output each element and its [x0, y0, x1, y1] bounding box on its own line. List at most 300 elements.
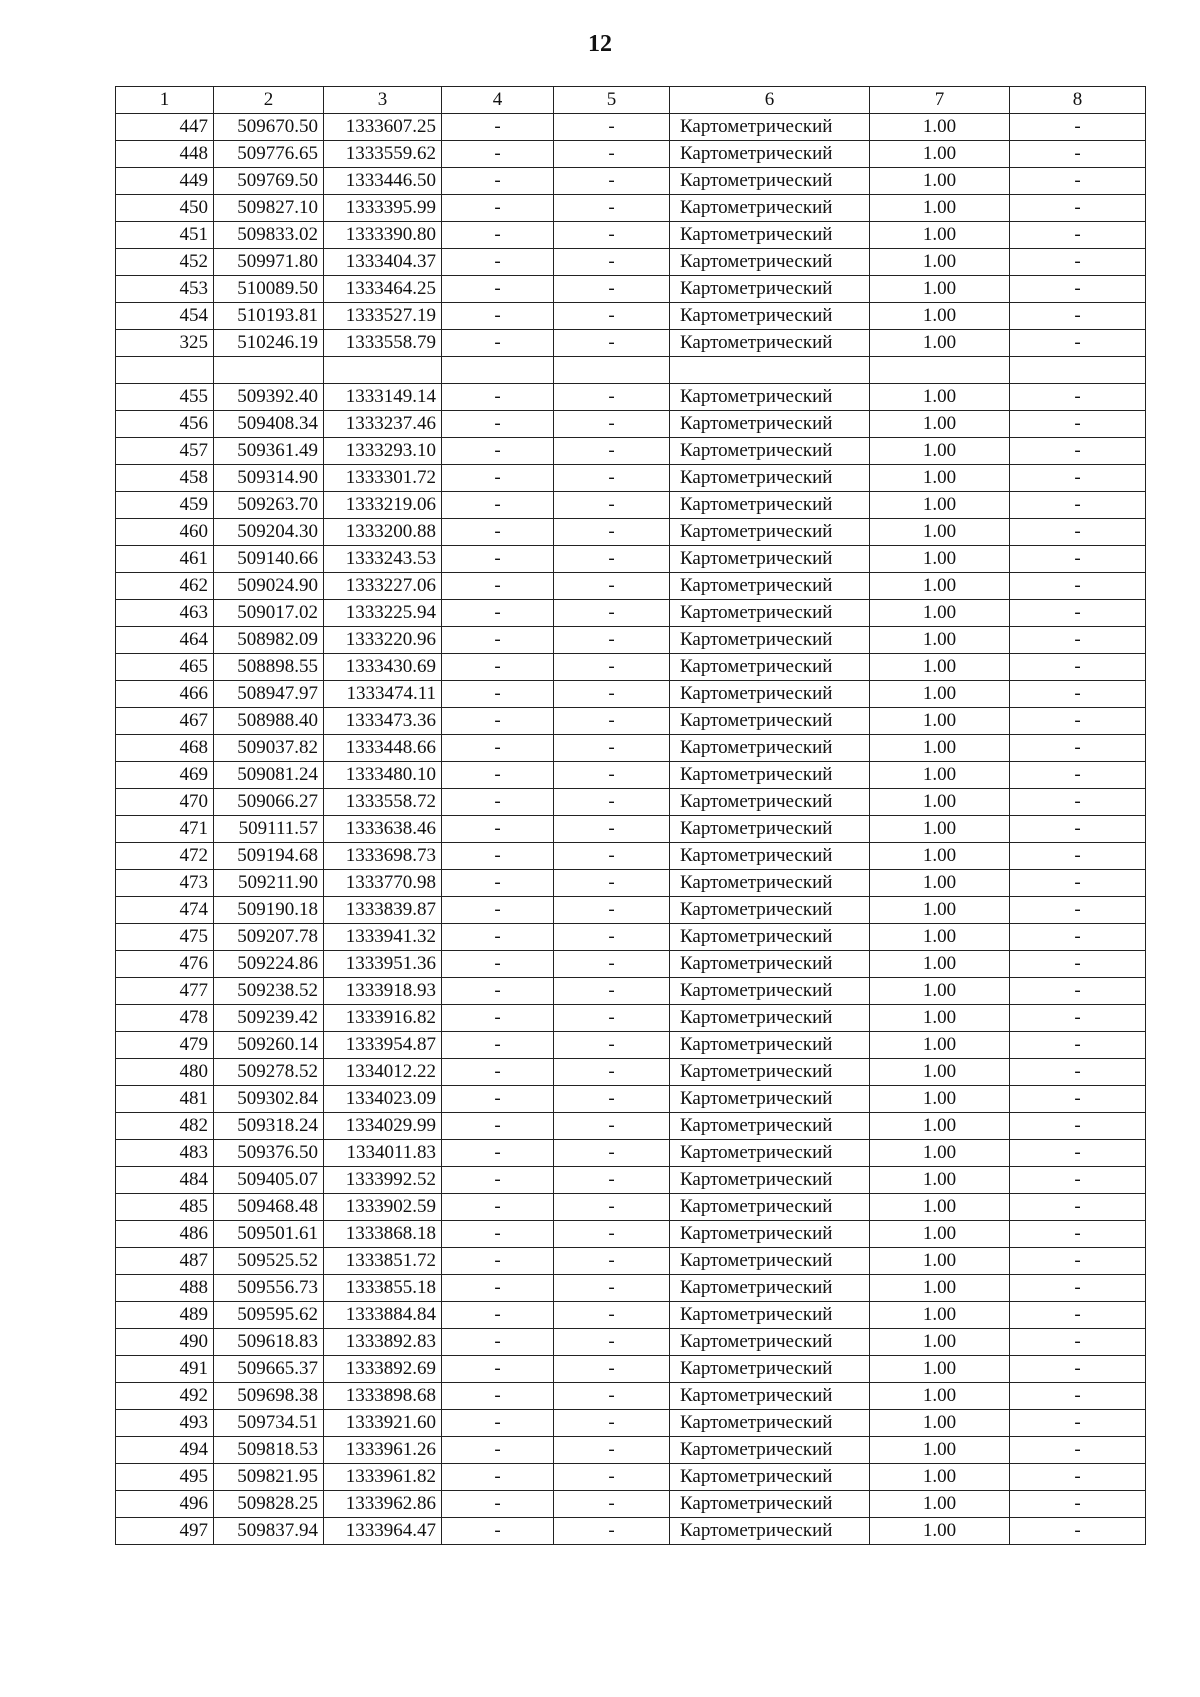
table-row	[116, 168, 1146, 195]
cell-x-coordinate: 509769.50	[214, 168, 324, 195]
cell-y-coordinate: 1334011.83	[324, 1140, 442, 1167]
cell-col-5: -	[554, 897, 670, 924]
cell-y-coordinate: 1333149.14	[324, 384, 442, 411]
cell-method: Картометрический	[670, 438, 870, 465]
cell-col-5: -	[554, 330, 670, 357]
cell-x-coordinate: 509392.40	[214, 384, 324, 411]
cell-col-4: -	[442, 438, 554, 465]
cell-col-4: -	[442, 303, 554, 330]
cell-accuracy: 1.00	[870, 492, 1010, 519]
cell-col-5: -	[554, 1518, 670, 1545]
cell-method: Картометрический	[670, 1248, 870, 1275]
cell-y-coordinate: 1333951.36	[324, 951, 442, 978]
cell-y-coordinate: 1333855.18	[324, 1275, 442, 1302]
cell-col-8: -	[1010, 1302, 1146, 1329]
cell-y-coordinate: 1333607.25	[324, 114, 442, 141]
cell-col-5: -	[554, 1059, 670, 1086]
cell-method: Картометрический	[670, 843, 870, 870]
table-body	[116, 87, 1146, 1545]
table-row	[116, 708, 1146, 735]
cell-col-4: -	[442, 1329, 554, 1356]
cell-method: Картометрический	[670, 1518, 870, 1545]
cell-col-5: -	[554, 573, 670, 600]
cell-method: Картометрический	[670, 1194, 870, 1221]
cell-accuracy: 1.00	[870, 654, 1010, 681]
cell-accuracy: 1.00	[870, 789, 1010, 816]
cell-col-4: -	[442, 789, 554, 816]
cell-col-4: -	[442, 681, 554, 708]
cell-accuracy: 1.00	[870, 330, 1010, 357]
cell-point-number: 458	[116, 465, 214, 492]
cell-accuracy: 1.00	[870, 1194, 1010, 1221]
cell-point-number: 467	[116, 708, 214, 735]
cell-col-4: -	[442, 1275, 554, 1302]
cell-col-8: -	[1010, 951, 1146, 978]
cell-col-8: -	[1010, 1059, 1146, 1086]
cell-method: Картометрический	[670, 1113, 870, 1140]
cell-point-number: 490	[116, 1329, 214, 1356]
cell-point-number: 491	[116, 1356, 214, 1383]
cell-col-4: -	[442, 168, 554, 195]
cell-accuracy: 1.00	[870, 411, 1010, 438]
cell-point-number: 450	[116, 195, 214, 222]
table-row	[116, 1410, 1146, 1437]
cell-method: Картометрический	[670, 681, 870, 708]
cell-method: Картометрический	[670, 1464, 870, 1491]
cell-x-coordinate: 509821.95	[214, 1464, 324, 1491]
cell-col-5: -	[554, 303, 670, 330]
cell-x-coordinate: 509618.83	[214, 1329, 324, 1356]
cell-col-4: -	[442, 627, 554, 654]
column-header: 7	[870, 87, 1010, 114]
cell-accuracy: 1.00	[870, 816, 1010, 843]
cell-accuracy: 1.00	[870, 1005, 1010, 1032]
cell-col-4: -	[442, 1248, 554, 1275]
cell-col-8: -	[1010, 249, 1146, 276]
cell-x-coordinate: 509468.48	[214, 1194, 324, 1221]
cell-col-8: -	[1010, 1464, 1146, 1491]
table-row	[116, 384, 1146, 411]
cell-col-8: -	[1010, 600, 1146, 627]
table-row	[116, 330, 1146, 357]
cell-method: Картометрический	[670, 1356, 870, 1383]
cell-col-4: -	[442, 1167, 554, 1194]
cell-accuracy: 1.00	[870, 1437, 1010, 1464]
table-row	[116, 1113, 1146, 1140]
cell-y-coordinate: 1333220.96	[324, 627, 442, 654]
cell-x-coordinate: 509211.90	[214, 870, 324, 897]
table-row	[116, 114, 1146, 141]
table-row	[116, 1140, 1146, 1167]
cell-col-5: -	[554, 924, 670, 951]
cell-col-5: -	[554, 519, 670, 546]
cell-col-8: -	[1010, 897, 1146, 924]
cell-col-8: -	[1010, 654, 1146, 681]
table-row	[116, 1167, 1146, 1194]
cell-col-4: -	[442, 1032, 554, 1059]
cell-method: Картометрический	[670, 600, 870, 627]
cell-col-5: -	[554, 1437, 670, 1464]
cell-x-coordinate: 509818.53	[214, 1437, 324, 1464]
table-row	[116, 249, 1146, 276]
cell-method: Картометрический	[670, 924, 870, 951]
cell-accuracy: 1.00	[870, 303, 1010, 330]
cell-col-4	[442, 357, 554, 384]
cell-col-5: -	[554, 1491, 670, 1518]
cell-x-coordinate: 509837.94	[214, 1518, 324, 1545]
cell-point-number: 448	[116, 141, 214, 168]
cell-point-number: 480	[116, 1059, 214, 1086]
cell-accuracy: 1.00	[870, 924, 1010, 951]
cell-col-4: -	[442, 1221, 554, 1248]
table-row	[116, 1356, 1146, 1383]
table-row	[116, 1032, 1146, 1059]
cell-col-5: -	[554, 438, 670, 465]
cell-point-number: 486	[116, 1221, 214, 1248]
cell-x-coordinate: 509194.68	[214, 843, 324, 870]
cell-col-8: -	[1010, 465, 1146, 492]
cell-method: Картометрический	[670, 1275, 870, 1302]
cell-x-coordinate: 509190.18	[214, 897, 324, 924]
cell-x-coordinate: 509263.70	[214, 492, 324, 519]
cell-y-coordinate: 1333916.82	[324, 1005, 442, 1032]
cell-col-5: -	[554, 168, 670, 195]
cell-y-coordinate: 1333851.72	[324, 1248, 442, 1275]
cell-col-8: -	[1010, 1005, 1146, 1032]
cell-x-coordinate: 509204.30	[214, 519, 324, 546]
cell-point-number: 483	[116, 1140, 214, 1167]
cell-method: Картометрический	[670, 276, 870, 303]
table-row	[116, 1491, 1146, 1518]
cell-accuracy: 1.00	[870, 519, 1010, 546]
cell-accuracy: 1.00	[870, 276, 1010, 303]
cell-x-coordinate: 509361.49	[214, 438, 324, 465]
cell-y-coordinate: 1333992.52	[324, 1167, 442, 1194]
cell-col-8: -	[1010, 330, 1146, 357]
cell-col-8: -	[1010, 1410, 1146, 1437]
cell-point-number: 325	[116, 330, 214, 357]
cell-method: Картометрический	[670, 951, 870, 978]
table-row	[116, 1248, 1146, 1275]
cell-y-coordinate: 1333390.80	[324, 222, 442, 249]
cell-col-4: -	[442, 249, 554, 276]
cell-col-8	[1010, 357, 1146, 384]
table-row	[116, 978, 1146, 1005]
cell-point-number: 447	[116, 114, 214, 141]
cell-point-number: 449	[116, 168, 214, 195]
cell-col-4: -	[442, 600, 554, 627]
cell-col-5: -	[554, 1167, 670, 1194]
cell-y-coordinate: 1333921.60	[324, 1410, 442, 1437]
cell-y-coordinate: 1333558.79	[324, 330, 442, 357]
cell-point-number: 488	[116, 1275, 214, 1302]
cell-col-5: -	[554, 114, 670, 141]
cell-y-coordinate: 1333941.32	[324, 924, 442, 951]
cell-y-coordinate: 1333892.69	[324, 1356, 442, 1383]
cell-method: Картометрический	[670, 384, 870, 411]
cell-x-coordinate: 509066.27	[214, 789, 324, 816]
cell-x-coordinate: 509278.52	[214, 1059, 324, 1086]
cell-method: Картометрический	[670, 222, 870, 249]
cell-accuracy: 1.00	[870, 1167, 1010, 1194]
cell-col-4: -	[442, 762, 554, 789]
cell-method: Картометрический	[670, 1140, 870, 1167]
cell-method: Картометрический	[670, 897, 870, 924]
cell-x-coordinate: 508988.40	[214, 708, 324, 735]
cell-method: Картометрический	[670, 330, 870, 357]
cell-method: Картометрический	[670, 114, 870, 141]
cell-x-coordinate: 509670.50	[214, 114, 324, 141]
cell-col-4: -	[442, 1302, 554, 1329]
cell-col-5: -	[554, 1221, 670, 1248]
cell-x-coordinate: 510089.50	[214, 276, 324, 303]
cell-x-coordinate: 509833.02	[214, 222, 324, 249]
cell-method: Картометрический	[670, 1059, 870, 1086]
table-row	[116, 1329, 1146, 1356]
cell-col-5: -	[554, 789, 670, 816]
cell-x-coordinate: 509734.51	[214, 1410, 324, 1437]
cell-x-coordinate: 509376.50	[214, 1140, 324, 1167]
cell-point-number: 455	[116, 384, 214, 411]
cell-y-coordinate: 1333473.36	[324, 708, 442, 735]
cell-method: Картометрический	[670, 141, 870, 168]
cell-accuracy: 1.00	[870, 222, 1010, 249]
cell-x-coordinate	[214, 357, 324, 384]
cell-method: Картометрический	[670, 546, 870, 573]
cell-x-coordinate: 509971.80	[214, 249, 324, 276]
cell-x-coordinate: 509408.34	[214, 411, 324, 438]
cell-y-coordinate: 1333527.19	[324, 303, 442, 330]
cell-accuracy: 1.00	[870, 1113, 1010, 1140]
cell-x-coordinate: 510246.19	[214, 330, 324, 357]
cell-method: Картометрический	[670, 303, 870, 330]
table-row	[116, 1221, 1146, 1248]
cell-x-coordinate: 509405.07	[214, 1167, 324, 1194]
cell-col-8: -	[1010, 276, 1146, 303]
cell-accuracy: 1.00	[870, 735, 1010, 762]
cell-point-number: 485	[116, 1194, 214, 1221]
table-row	[116, 1464, 1146, 1491]
cell-col-5: -	[554, 1194, 670, 1221]
cell-col-5: -	[554, 1140, 670, 1167]
cell-y-coordinate: 1333464.25	[324, 276, 442, 303]
cell-col-4: -	[442, 1383, 554, 1410]
cell-col-8: -	[1010, 681, 1146, 708]
cell-col-5: -	[554, 1329, 670, 1356]
cell-y-coordinate: 1333474.11	[324, 681, 442, 708]
cell-col-8: -	[1010, 1356, 1146, 1383]
cell-col-5: -	[554, 735, 670, 762]
cell-method: Картометрический	[670, 1302, 870, 1329]
cell-x-coordinate: 509111.57	[214, 816, 324, 843]
cell-y-coordinate: 1333638.46	[324, 816, 442, 843]
cell-method: Картометрический	[670, 789, 870, 816]
cell-col-5: -	[554, 951, 670, 978]
table-row	[116, 1194, 1146, 1221]
cell-x-coordinate: 509314.90	[214, 465, 324, 492]
cell-col-4: -	[442, 843, 554, 870]
cell-accuracy: 1.00	[870, 1275, 1010, 1302]
cell-x-coordinate: 509776.65	[214, 141, 324, 168]
cell-x-coordinate: 509037.82	[214, 735, 324, 762]
cell-col-8: -	[1010, 168, 1146, 195]
cell-method: Картометрический	[670, 1329, 870, 1356]
table-row	[116, 1275, 1146, 1302]
cell-method: Картометрический	[670, 708, 870, 735]
cell-col-5: -	[554, 1113, 670, 1140]
cell-method: Картометрический	[670, 1221, 870, 1248]
cell-point-number: 461	[116, 546, 214, 573]
table-row	[116, 276, 1146, 303]
cell-method: Картометрический	[670, 816, 870, 843]
cell-col-5: -	[554, 627, 670, 654]
cell-accuracy: 1.00	[870, 600, 1010, 627]
cell-y-coordinate: 1333698.73	[324, 843, 442, 870]
cell-point-number: 472	[116, 843, 214, 870]
cell-y-coordinate: 1333559.62	[324, 141, 442, 168]
table-row	[116, 1302, 1146, 1329]
cell-col-5: -	[554, 1464, 670, 1491]
table-row	[116, 303, 1146, 330]
cell-col-4: -	[442, 465, 554, 492]
cell-method: Картометрический	[670, 411, 870, 438]
cell-method: Картометрический	[670, 249, 870, 276]
cell-accuracy: 1.00	[870, 1410, 1010, 1437]
table-row	[116, 951, 1146, 978]
cell-col-5: -	[554, 681, 670, 708]
cell-col-5: -	[554, 249, 670, 276]
cell-accuracy: 1.00	[870, 1491, 1010, 1518]
cell-col-4: -	[442, 1518, 554, 1545]
cell-accuracy: 1.00	[870, 1086, 1010, 1113]
cell-col-5: -	[554, 1248, 670, 1275]
cell-point-number: 453	[116, 276, 214, 303]
cell-col-4: -	[442, 654, 554, 681]
cell-y-coordinate: 1333237.46	[324, 411, 442, 438]
cell-col-8: -	[1010, 1518, 1146, 1545]
table-row	[116, 870, 1146, 897]
cell-method: Картометрический	[670, 978, 870, 1005]
cell-col-8: -	[1010, 1086, 1146, 1113]
cell-col-4: -	[442, 816, 554, 843]
cell-method: Картометрический	[670, 627, 870, 654]
cell-col-4: -	[442, 735, 554, 762]
cell-col-5: -	[554, 195, 670, 222]
cell-col-8: -	[1010, 519, 1146, 546]
cell-method: Картометрический	[670, 1167, 870, 1194]
table-header-row	[116, 87, 1146, 114]
cell-point-number: 465	[116, 654, 214, 681]
cell-point-number: 475	[116, 924, 214, 951]
cell-accuracy: 1.00	[870, 1356, 1010, 1383]
table-row	[116, 573, 1146, 600]
cell-col-8: -	[1010, 735, 1146, 762]
cell-col-4: -	[442, 519, 554, 546]
table-row	[116, 222, 1146, 249]
cell-point-number: 471	[116, 816, 214, 843]
cell-y-coordinate	[324, 357, 442, 384]
cell-col-4: -	[442, 1140, 554, 1167]
cell-method: Картометрический	[670, 1437, 870, 1464]
cell-y-coordinate: 1333964.47	[324, 1518, 442, 1545]
cell-col-5: -	[554, 222, 670, 249]
cell-x-coordinate: 509525.52	[214, 1248, 324, 1275]
cell-col-8: -	[1010, 195, 1146, 222]
cell-method: Картометрический	[670, 1410, 870, 1437]
cell-accuracy: 1.00	[870, 195, 1010, 222]
cell-accuracy: 1.00	[870, 762, 1010, 789]
cell-point-number: 494	[116, 1437, 214, 1464]
cell-y-coordinate: 1334023.09	[324, 1086, 442, 1113]
table-row	[116, 681, 1146, 708]
cell-col-5: -	[554, 1410, 670, 1437]
cell-col-5: -	[554, 411, 670, 438]
cell-col-8: -	[1010, 924, 1146, 951]
cell-col-8: -	[1010, 546, 1146, 573]
cell-point-number: 481	[116, 1086, 214, 1113]
cell-method: Картометрический	[670, 195, 870, 222]
cell-y-coordinate: 1333404.37	[324, 249, 442, 276]
table-row	[116, 195, 1146, 222]
cell-method: Картометрический	[670, 870, 870, 897]
cell-y-coordinate: 1333954.87	[324, 1032, 442, 1059]
cell-accuracy: 1.00	[870, 627, 1010, 654]
cell-col-8: -	[1010, 384, 1146, 411]
cell-col-8: -	[1010, 1437, 1146, 1464]
cell-x-coordinate: 509698.38	[214, 1383, 324, 1410]
cell-method: Картометрический	[670, 492, 870, 519]
cell-point-number: 484	[116, 1167, 214, 1194]
cell-col-8: -	[1010, 978, 1146, 1005]
table-row	[116, 762, 1146, 789]
cell-col-5: -	[554, 600, 670, 627]
cell-col-4: -	[442, 1086, 554, 1113]
cell-col-4: -	[442, 573, 554, 600]
cell-x-coordinate: 509827.10	[214, 195, 324, 222]
cell-col-5: -	[554, 1005, 670, 1032]
cell-col-8: -	[1010, 789, 1146, 816]
cell-col-8: -	[1010, 1383, 1146, 1410]
cell-y-coordinate: 1333770.98	[324, 870, 442, 897]
cell-col-4: -	[442, 978, 554, 1005]
table-row	[116, 735, 1146, 762]
cell-col-8: -	[1010, 870, 1146, 897]
cell-point-number: 473	[116, 870, 214, 897]
cell-col-5: -	[554, 1383, 670, 1410]
cell-y-coordinate: 1333227.06	[324, 573, 442, 600]
cell-col-4: -	[442, 222, 554, 249]
table-row	[116, 897, 1146, 924]
cell-col-5: -	[554, 843, 670, 870]
cell-col-5: -	[554, 492, 670, 519]
cell-point-number: 460	[116, 519, 214, 546]
cell-accuracy: 1.00	[870, 708, 1010, 735]
cell-col-4: -	[442, 546, 554, 573]
cell-x-coordinate: 509665.37	[214, 1356, 324, 1383]
cell-accuracy: 1.00	[870, 1329, 1010, 1356]
cell-method: Картометрический	[670, 1032, 870, 1059]
cell-accuracy: 1.00	[870, 465, 1010, 492]
cell-col-8: -	[1010, 114, 1146, 141]
cell-col-8: -	[1010, 1194, 1146, 1221]
cell-x-coordinate: 508898.55	[214, 654, 324, 681]
cell-point-number: 451	[116, 222, 214, 249]
cell-col-8: -	[1010, 1113, 1146, 1140]
cell-col-8: -	[1010, 1032, 1146, 1059]
cell-point-number: 456	[116, 411, 214, 438]
cell-accuracy: 1.00	[870, 1518, 1010, 1545]
table-row	[116, 789, 1146, 816]
